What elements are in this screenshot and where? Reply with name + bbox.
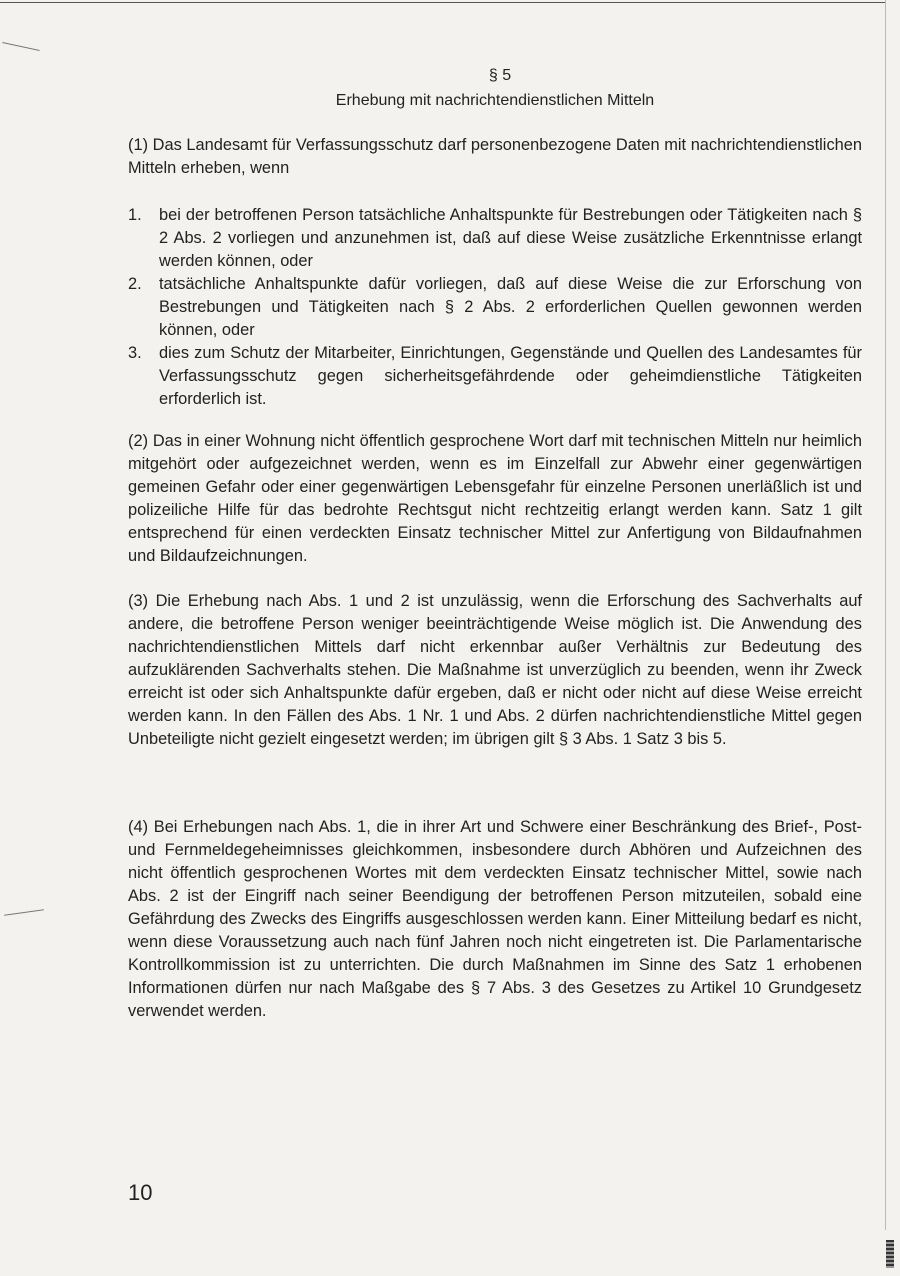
scan-speck <box>2 42 39 51</box>
list-item <box>128 273 862 342</box>
list-item-number: 2. <box>128 275 142 293</box>
list-item-text: tatsächliche Anhaltspunkte dafür vorliegen, daß auf diese Weise die zur Erforschung von Bestrebungen und Tätigkeiten nach § 2 Abs. 2 erforderlichen Quellen gewonnen werden können, oder <box>159 275 862 339</box>
page-number: 10 <box>128 1180 153 1205</box>
paragraph-2: (2) Das in einer Wohnung nicht öffentlich gesprochene Wort darf mit technischen Mitteln nur heimlich mitgehört oder aufgezeichnet werden, wenn es im Einzelfall zur Abwehr einer gegenwärtigen gemeinen Gefahr oder einer gegenwärtigen Lebensgefahr für einzelne Personen unerläßlich ist und polizeiliche Hilfe für das bedrohte Rechtsgut nicht rechtzeitig erlangt werden kann. Satz 1 gilt entsprechend für einen verdeckten Einsatz technischer Mittel zur Anfertigung von Bildaufnahmen und Bildaufzeichnungen. <box>128 432 862 565</box>
section-number: § 5 <box>488 67 512 84</box>
condition-list <box>128 204 862 411</box>
list-item-text: dies zum Schutz der Mitarbeiter, Einrichtungen, Gegenstände und Quellen des Landesamtes für Verfassungsschutz gegen sicherheitsgefährdende oder geheimdienstliche Tätigkeiten erforderlich ist. <box>159 344 862 408</box>
scan-speck <box>4 909 44 916</box>
list-item <box>128 204 862 273</box>
paragraph-4: (4) Bei Erhebungen nach Abs. 1, die in ihrer Art und Schwere einer Beschränkung des Brief-, Post- und Fernmeldegeheimnisses gleichkommen, insbesondere durch Abhören und Aufzeichnen des nicht öffentlich gesprochenen Wortes mit dem verdeckten Einsatz technischer Mittel, sowie nach Abs. 2 ist der Eingriff nach seiner Beendigung der betroffenen Person mitzuteilen, sobald eine Gefährdung des Zwecks des Eingriffs ausgeschlossen werden kann. Einer Mitteilung bedarf es nicht, wenn diese Voraussetzung auch nach fünf Jahren noch nicht eingetreten ist. Die Parlamentarische Kontrollkommission ist zu unterrichten. Die durch Maßnahmen im Sinne des Satz 1 erhobenen Informationen dürfen nur nach Maßgabe des § 7 Abs. 3 des Gesetzes zu Artikel 10 Grundgesetz verwendet werden. <box>128 818 862 1020</box>
top-edge-rule <box>0 2 886 3</box>
paragraph-1: (1) Das Landesamt für Verfassungsschutz darf personenbezogene Daten mit nachrichtendienstlichen Mitteln erheben, wenn <box>128 136 862 177</box>
right-edge-rule <box>885 0 886 1230</box>
list-item-number: 1. <box>128 206 142 224</box>
paragraph-3: (3) Die Erhebung nach Abs. 1 und 2 ist unzulässig, wenn die Erforschung des Sachverhalts auf andere, die betroffene Person weniger beeinträchtigende Weise möglich ist. Die Anwendung des nachrichtendienstlichen Mittels darf nicht erkennbar außer Verhältnis zur Bedeutung des aufzuklärenden Sachverhalts stehen. Die Maßnahme ist unverzüglich zu beenden, wenn ihr Zweck erreicht ist oder sich Anhaltspunkte dafür ergeben, daß er nicht oder nicht auf diese Weise erreicht werden kann. In den Fällen des Abs. 1 Nr. 1 und Abs. 2 dürfen nachrichtendienstliche Mittel gegen Unbeteiligte nicht gezielt eingesetzt werden; im übrigen gilt § 3 Abs. 1 Satz 3 bis 5. <box>128 592 862 748</box>
section-title: Erhebung mit nachrichtendienstlichen Mitteln <box>335 92 655 109</box>
list-item-text: bei der betroffenen Person tatsächliche Anhaltspunkte für Bestrebungen oder Tätigkeiten nach § 2 Abs. 2 vorliegen und anzunehmen ist, daß auf diese Weise zusätzliche Erkenntnisse erlangt werden können, oder <box>159 206 862 270</box>
list-item-number: 3. <box>128 344 142 362</box>
scan-edge-mark <box>886 1240 894 1268</box>
list-item <box>128 342 862 411</box>
